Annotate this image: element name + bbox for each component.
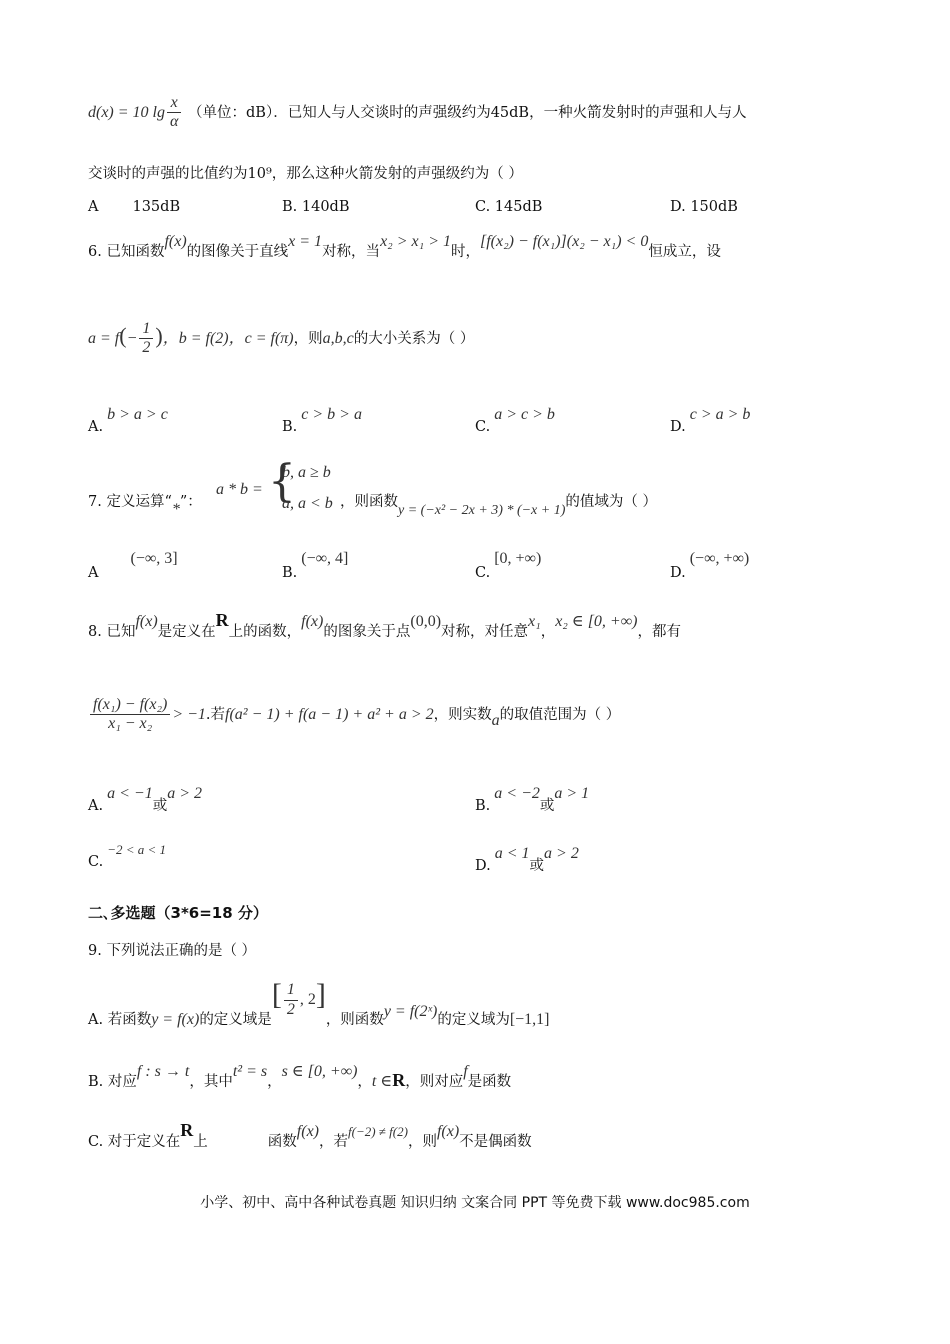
q8-line2: $\frac{\text{f(x₁) − f(x₂)}}{\text{x₁ − x₂}}$ > −1.若f(a² − 1) + f(a − 1) + a² + a > 2，则实数a的取值范围为（ ） — [88, 696, 620, 734]
q5-line1 — [88, 94, 747, 132]
q6-line1: 6. 已知函数f(x)的图像关于直线x = 1对称，当x₂ > x₁ > 1时，[f(x₂) − f(x₁)](x₂ − x₁) < 0恒成立，设 — [88, 233, 721, 260]
q7-lhs: a * b = — [216, 481, 263, 498]
q8-option-c[interactable]: C.−2 < a < 1 — [88, 842, 167, 870]
q9-option-b[interactable]: B. 对应f : s → t，其中t² = s，s ∈ [0, +∞)，t ∈R，则对应f是函数 — [88, 1063, 512, 1090]
q5-option-a[interactable]: A 135dB — [88, 199, 181, 215]
q6-line2: a = f(− $\frac{1}{2}$ )，b = f(2)，c = f(π)，则a,b,c的大小关系为（ ） — [88, 320, 475, 357]
q9-option-a[interactable]: A. 若函数y = f(x)的定义域是[ $\frac{1}{2}$ , 2]，则函数y = f(2ˣ)的定义域为[−1,1] — [88, 978, 550, 1028]
q5-fraction: $\frac{x}{\alpha}$ — [167, 94, 181, 132]
q7-option-d[interactable]: D.(−∞, +∞) — [670, 550, 750, 581]
q7-option-a[interactable]: A(−∞, 3] — [88, 550, 178, 581]
q6-option-b[interactable]: B.c > b > a — [282, 406, 362, 435]
q5-line2: 交谈时的声强的比值约为10⁹，那么这种火箭发射的声强级约为（ ） — [88, 166, 523, 182]
q7-option-c[interactable]: C.[0, +∞) — [475, 550, 542, 581]
q8-option-d[interactable]: D.a < 1或a > 2 — [475, 845, 579, 874]
q6-option-a[interactable]: A.b > a > c — [88, 406, 168, 435]
q7-case-2: a, a < b — [282, 495, 333, 512]
q6-option-d[interactable]: D.c > a > b — [670, 406, 751, 435]
section-2-title: 二､多选题（3*6=18 分） — [88, 904, 268, 922]
q7-brace: { — [268, 456, 296, 507]
q9-stem: 9. 下列说法正确的是（ ） — [88, 943, 257, 959]
page-footer: 小学、初中、高中各种试卷真题 知识归纳 文案合同 PPT 等免费下载 www.doc985.com — [200, 1195, 750, 1211]
q5-option-d[interactable]: D. 150dB — [670, 199, 738, 215]
q8-option-b[interactable]: B.a < −2或a > 1 — [475, 785, 590, 814]
q5-text-1: （单位：dB）．已知人与人交谈时的声强级约为45dB，一种火箭发射时的声强和人与人 — [188, 104, 747, 121]
q5-formula: d(x) = 10 lg — [88, 103, 165, 121]
q7-stem-prefix: 7. 定义运算“*”： — [88, 494, 202, 518]
q7-option-b[interactable]: B.(−∞, 4] — [282, 550, 349, 581]
q6-fraction: $\frac{1}{2}$ — [139, 320, 153, 358]
q5-option-b[interactable]: B. 140dB — [282, 199, 350, 215]
q9-option-c[interactable]: C. 对于定义在R上 函数f(x)，若f(−2) ≠ f(2)，则f(x)不是偶函数 — [88, 1120, 532, 1150]
q6-option-c[interactable]: C.a > c > b — [475, 406, 555, 435]
q7-stem-rest: ，则函数y = (−x² − 2x + 3) * (−x + 1)的值域为（ ） — [340, 494, 657, 518]
q8-option-a[interactable]: A.a < −1或a > 2 — [88, 785, 202, 814]
q9-a-fraction: $\frac{1}{2}$ — [284, 981, 298, 1019]
q5-option-c[interactable]: C. 145dB — [475, 199, 543, 215]
q8-line1: 8. 已知f(x)是定义在R上的函数，f(x)的图象关于点(0,0)对称，对任意x₁，x₂ ∈ [0, +∞)，都有 — [88, 610, 681, 640]
q7-case-1: b, a ≥ b — [282, 464, 331, 481]
q8-fraction: $\frac{\text{f(x₁) − f(x₂)}}{\text{x₁ − x₂}}$ — [90, 696, 170, 734]
